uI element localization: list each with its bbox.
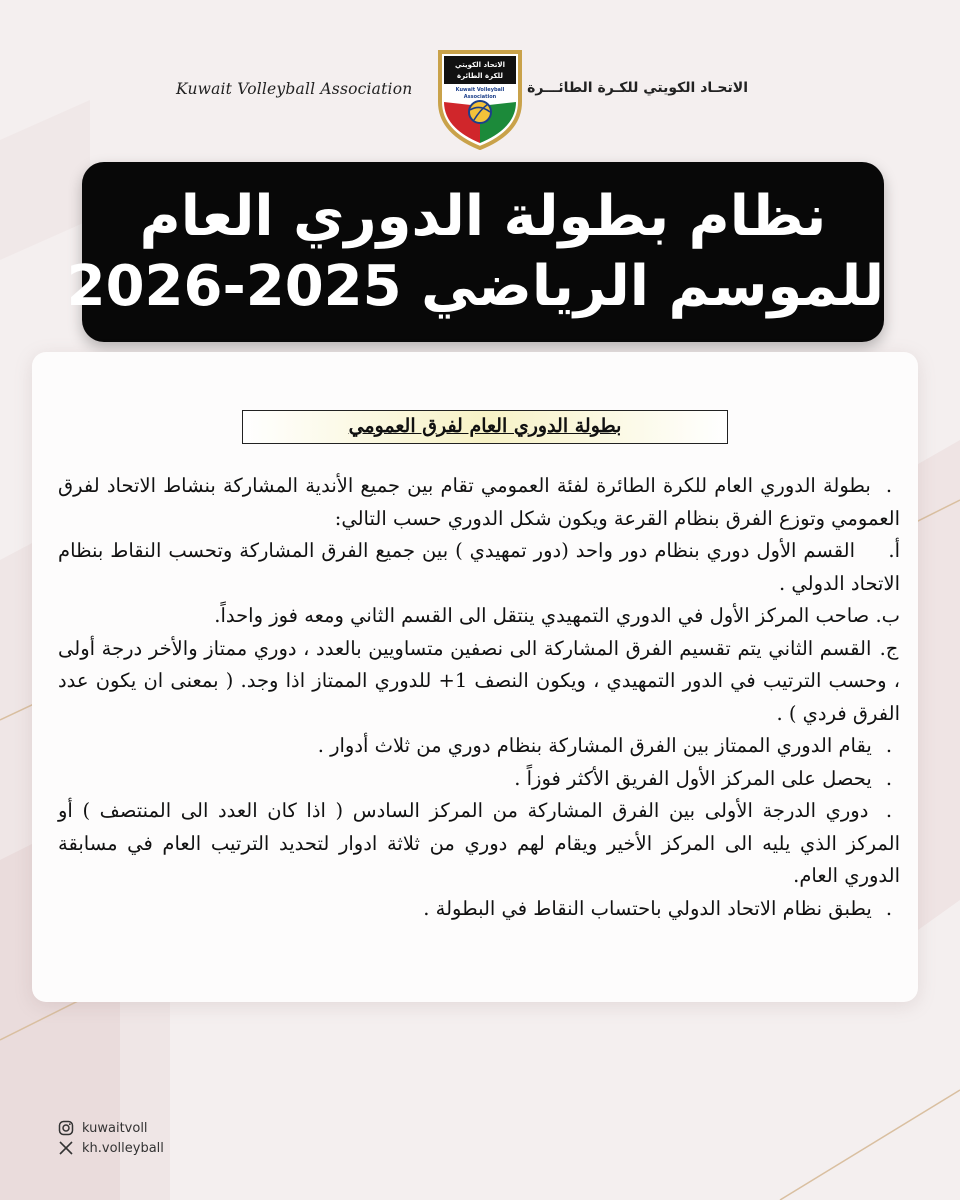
paragraph-item-b [58, 600, 900, 633]
x-icon [58, 1140, 74, 1156]
instagram-icon [58, 1120, 74, 1136]
paragraph-text: القسم الثاني يتم تقسيم الفرق المشاركة الى نصفين متساويين بالعدد ، دوري ممتاز والأخر درجة أولى ، وحسب الترتيب في الدور التمهيدي ، ويكون النصف 1+ للدوري الممتاز اذا وجد. ( بمعنى ان يكون عدد الفرق فردي ) . [58, 636, 900, 725]
x-link[interactable] [58, 1138, 164, 1158]
association-name-arabic: الاتحـاد الكويتي للكـرة الطائـــرة [527, 80, 748, 96]
svg-text:للكرة الطائرة: للكرة الطائرة [456, 72, 504, 80]
paragraph-bullet [58, 795, 900, 893]
association-logo [434, 46, 526, 150]
bullet-marker: . [885, 799, 893, 822]
svg-text:الاتحاد الكويتي: الاتحاد الكويتي [455, 61, 505, 69]
section-heading: بطولة الدوري العام لفرق العمومي [242, 410, 728, 444]
paragraph-bullet [58, 893, 900, 926]
paragraph-text: القسم الأول دوري بنظام دور واحد (دور تمهيدي ) بين جميع الفرق المشاركة وتحسب النقاط بنظام الاتحاد الدولي . [58, 539, 900, 595]
regulations-body [58, 470, 900, 925]
paragraph-intro [58, 470, 900, 535]
header [0, 22, 960, 132]
paragraph-bullet [58, 763, 900, 796]
svg-text:Association: Association [463, 94, 497, 100]
paragraph-text: يقام الدوري الممتاز بين الفرق المشاركة بنظام دوري من ثلاث أدوار . [317, 734, 872, 757]
paragraph-text: بطولة الدوري العام للكرة الطائرة لفئة العمومي تقام بين جميع الأندية المشاركة بنشاط الاتحاد لفرق العمومي وتوزع الفرق بنظام القرعة ويكون شكل الدوري حسب التالي: [58, 474, 900, 530]
paragraph-item-c [58, 633, 900, 731]
paragraph-bullet [58, 730, 900, 763]
bullet-marker: . [885, 766, 893, 790]
paragraph-text: صاحب المركز الأول في الدوري التمهيدي ينتقل الى القسم الثاني ومعه فوز واحداً. [214, 604, 870, 627]
title-line-1: نظام بطولة الدوري العام [139, 184, 827, 249]
title-line-2: للموسم الرياضي 2025-2026 [66, 254, 884, 319]
svg-text:Kuwait Volleyball: Kuwait Volleyball [455, 87, 505, 93]
paragraph-text: دوري الدرجة الأولى بين الفرق المشاركة من المركز السادس ( اذا كان العدد الى المنتصف ) أو المركز الذي يليه الى المركز الأخير ويقام لهم دوري من ثلاثة ادوار لتحديد الترتيب العام في مسابقة الدوري العام. [58, 799, 900, 887]
x-handle: kh.volleyball [82, 1140, 164, 1156]
social-links [58, 1118, 164, 1158]
instagram-handle: kuwaitvoll [82, 1120, 148, 1136]
title-banner [66, 162, 884, 342]
paragraph-item-a [58, 535, 900, 600]
item-marker: أ. [888, 539, 901, 562]
instagram-link[interactable] [58, 1118, 164, 1138]
item-marker: ب. [875, 604, 900, 627]
paragraph-text: يطبق نظام الاتحاد الدولي باحتساب النقاط في البطولة . [423, 896, 872, 920]
bullet-marker: . [885, 474, 893, 497]
bullet-marker: . [885, 734, 893, 757]
bullet-marker: . [885, 896, 893, 920]
association-name-english: Kuwait Volleyball Association [176, 80, 413, 98]
item-marker: ج. [879, 636, 899, 660]
paragraph-text: يحصل على المركز الأول الفريق الأكثر فوزاً . [514, 766, 872, 790]
